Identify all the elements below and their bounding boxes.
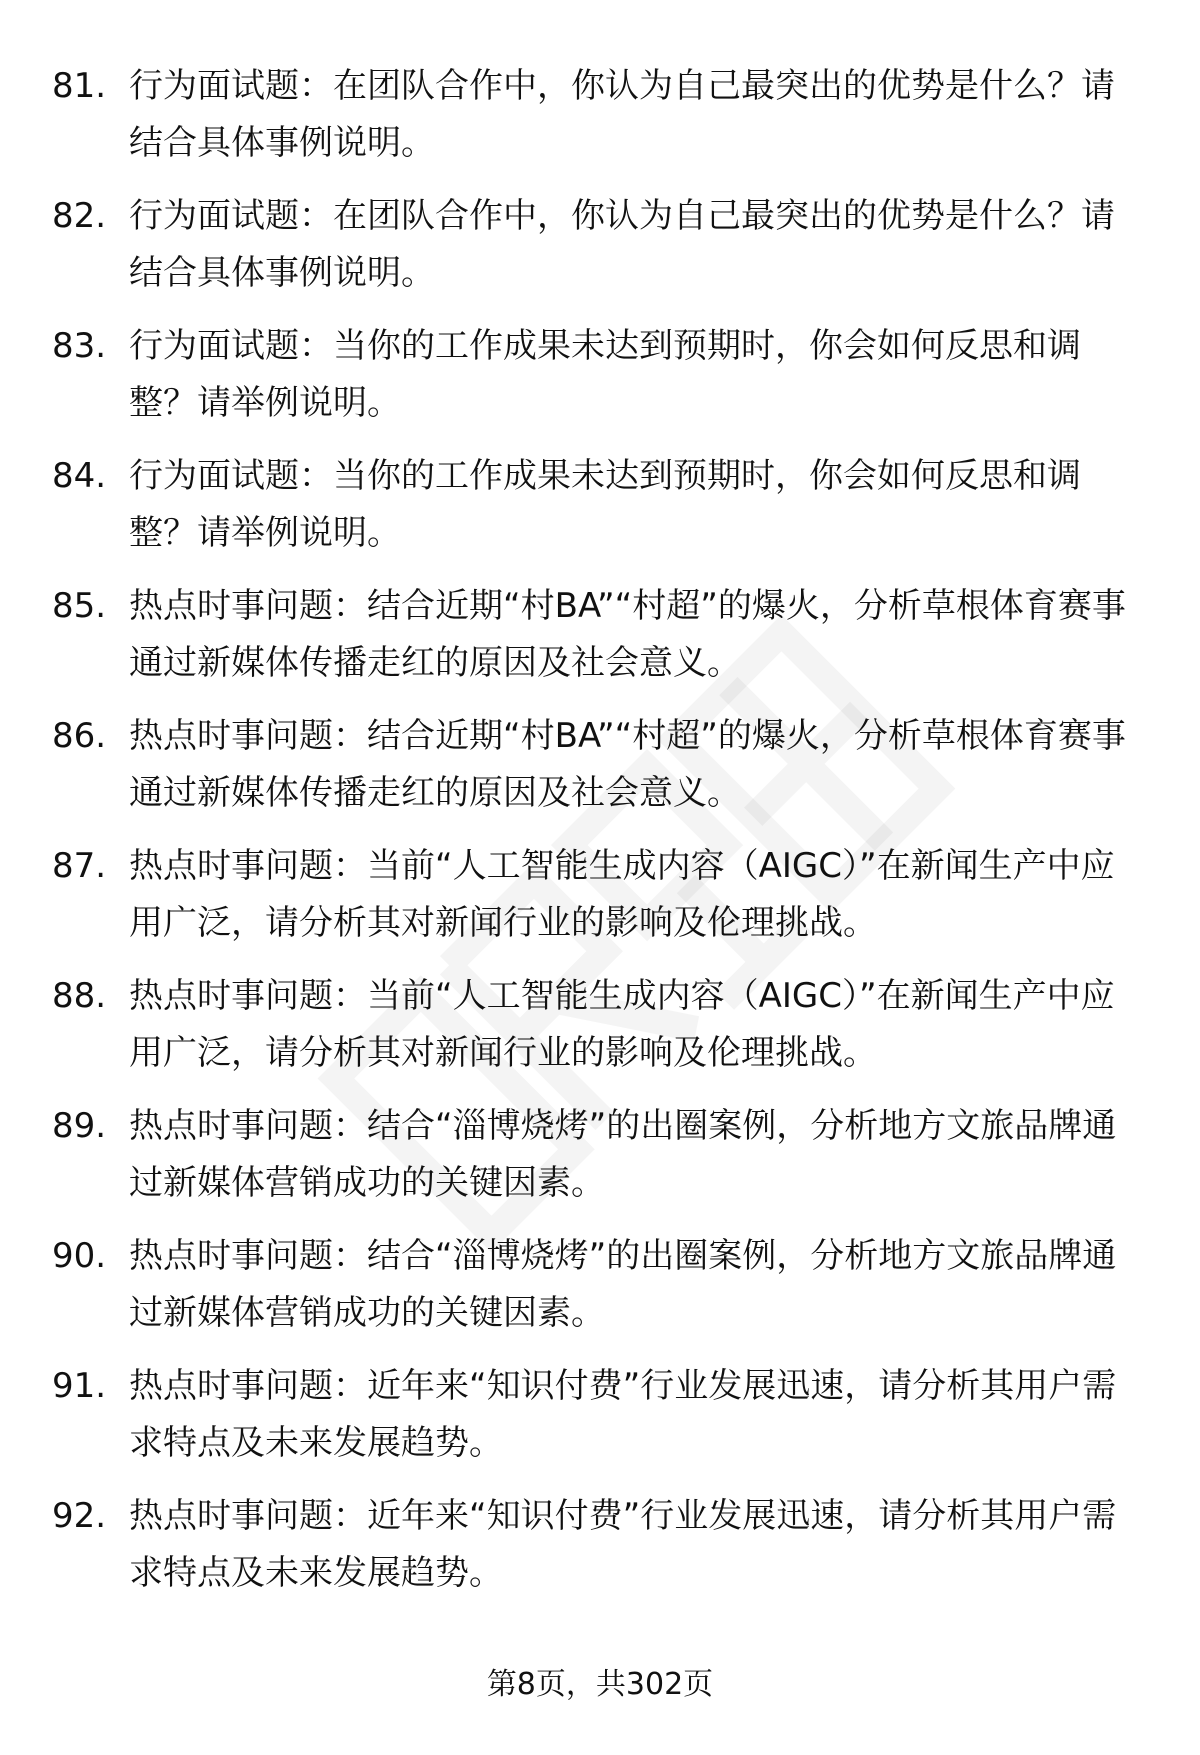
question-item: [52, 838, 1152, 968]
question-number: 84.: [52, 456, 107, 496]
question-number: 90.: [52, 1236, 107, 1276]
question-item: [52, 1358, 1152, 1488]
question-number: 88.: [52, 976, 107, 1016]
question-text: 行为面试题：在团队合作中，你认为自己最突出的优势是什么？请结合具体事例说明。: [129, 196, 1115, 293]
question-text: 行为面试题：在团队合作中，你认为自己最突出的优势是什么？请结合具体事例说明。: [129, 66, 1115, 163]
question-item: [52, 578, 1152, 708]
question-text: 热点时事问题：近年来“知识付费”行业发展迅速，请分析其用户需求特点及未来发展趋势。: [129, 1496, 1117, 1593]
question-number: 81.: [52, 66, 107, 106]
question-text: 热点时事问题：当前“人工智能生成内容（AIGC）”在新闻生产中应用广泛，请分析其对新闻行业的影响及伦理挑战。: [129, 846, 1115, 943]
question-number: 82.: [52, 196, 107, 236]
question-text: 热点时事问题：当前“人工智能生成内容（AIGC）”在新闻生产中应用广泛，请分析其对新闻行业的影响及伦理挑战。: [129, 976, 1115, 1073]
question-item: [52, 1488, 1152, 1618]
question-text: 热点时事问题：结合“淄博烧烤”的出圈案例，分析地方文旅品牌通过新媒体营销成功的关键因素。: [129, 1236, 1117, 1333]
question-item: [52, 448, 1152, 578]
question-number: 91.: [52, 1366, 107, 1406]
question-item: [52, 1098, 1152, 1228]
question-item: [52, 188, 1152, 318]
question-text: 行为面试题：当你的工作成果未达到预期时，你会如何反思和调整？请举例说明。: [129, 326, 1081, 423]
question-item: [52, 708, 1152, 838]
question-list: [52, 58, 1152, 1618]
question-item: [52, 968, 1152, 1098]
question-number: 92.: [52, 1496, 107, 1536]
question-text: 热点时事问题：近年来“知识付费”行业发展迅速，请分析其用户需求特点及未来发展趋势。: [129, 1366, 1117, 1463]
question-text: 热点时事问题：结合“淄博烧烤”的出圈案例，分析地方文旅品牌通过新媒体营销成功的关键因素。: [129, 1106, 1117, 1203]
question-number: 89.: [52, 1106, 107, 1146]
question-item: [52, 58, 1152, 188]
question-text: 行为面试题：当你的工作成果未达到预期时，你会如何反思和调整？请举例说明。: [129, 456, 1081, 553]
question-item: [52, 1228, 1152, 1358]
question-number: 87.: [52, 846, 107, 886]
question-number: 85.: [52, 586, 107, 626]
page-number-footer: 第8页，共302页: [486, 1667, 714, 1702]
question-number: 86.: [52, 716, 107, 756]
question-item: [52, 318, 1152, 448]
question-text: 热点时事问题：结合近期“村BA”“村超”的爆火，分析草根体育赛事通过新媒体传播走红的原因及社会意义。: [129, 586, 1126, 683]
question-number: 83.: [52, 326, 107, 366]
question-text: 热点时事问题：结合近期“村BA”“村超”的爆火，分析草根体育赛事通过新媒体传播走红的原因及社会意义。: [129, 716, 1126, 813]
